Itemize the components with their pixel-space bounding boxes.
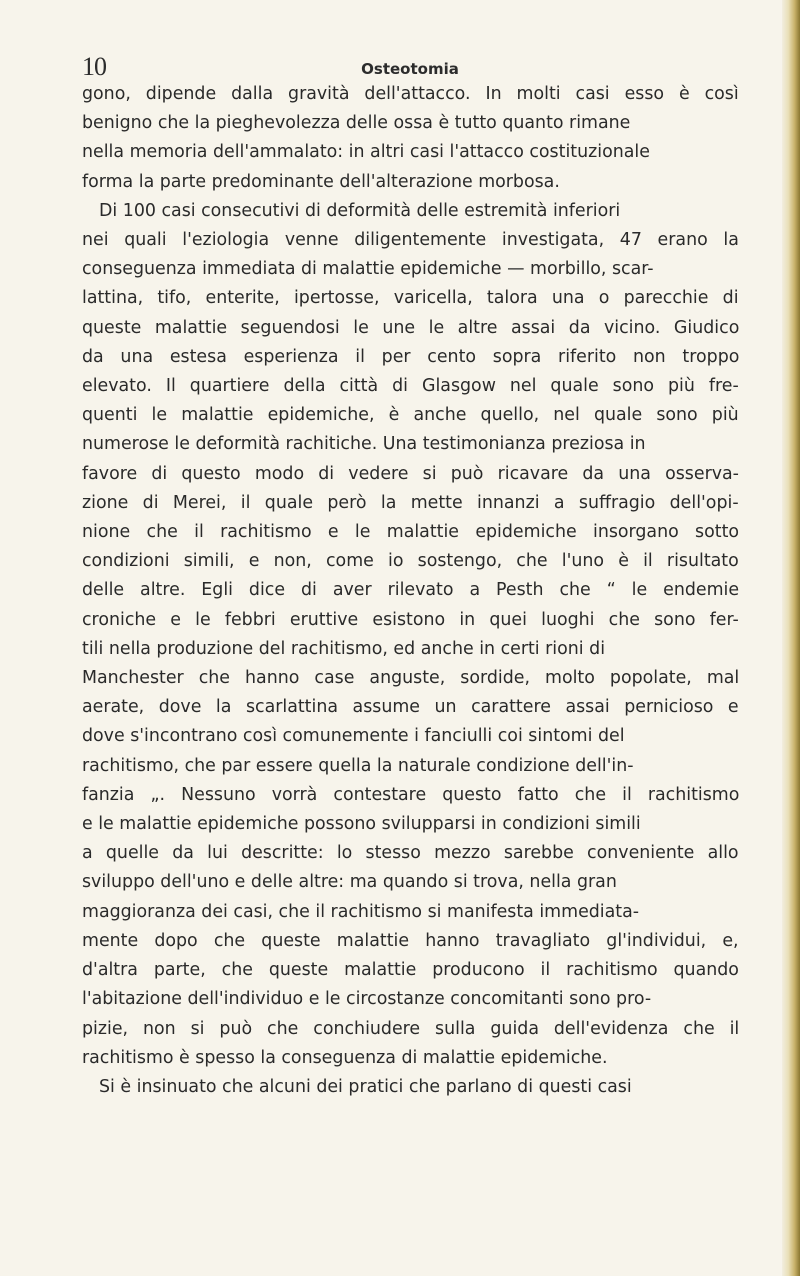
text-line: a quelle da lui descritte: lo stesso mezzo sarebbe conveniente allo [82, 843, 739, 864]
text-line: conseguenza immediata di malattie epidemiche — morbillo, scar- [82, 259, 654, 280]
text-line: nella memoria dell'ammalato: in altri casi l'attacco costituzionale [82, 142, 650, 163]
text-line: condizioni simili, e non, come io sostengo, che l'uno è il risultato [82, 551, 739, 572]
text-line: aerate, dove la scarlattina assume un carattere assai pernicioso e [82, 697, 739, 718]
text-line: tili nella produzione del rachitismo, ed anche in certi rioni di [82, 638, 606, 659]
text-line: gono, dipende dalla gravità dell'attacco. In molti casi esso è così [82, 84, 739, 104]
text-line: nei quali l'eziologia venne diligentemente investigata, 47 erano la [82, 230, 739, 251]
paragraph [82, 1073, 739, 1102]
text-line: Si è insinuato che alcuni dei pratici che parlano di questi casi [99, 1076, 632, 1097]
text-line: l'abitazione dell'individuo e le circostanze concomitanti sono pro- [82, 989, 652, 1010]
text-line: maggioranza dei casi, che il rachitismo si manifesta immediata- [82, 901, 640, 922]
text-line: nione che il rachitismo e le malattie epidemiche insorgano sotto [82, 522, 740, 543]
paragraph [82, 197, 739, 1073]
text-line: lattina, tifo, enterite, ipertosse, varicella, talora una o parecchie di [82, 288, 739, 309]
text-line: dove s'incontrano così comunemente i fanciulli coi sintomi del [82, 726, 625, 747]
running-title: Osteotomia [361, 60, 459, 78]
page-number: 10 [82, 52, 106, 81]
text-line: queste malattie seguendosi le une le altre assai da vicino. Giudico [82, 317, 740, 338]
text-line: fanzia „. Nessuno vorrà contestare questo fatto che il rachitismo [82, 784, 740, 805]
text-line: forma la parte predominante dell'alterazione morbosa. [82, 171, 560, 192]
text-line: zione di Merei, il quale però la mette innanzi a suffragio dell'opi- [82, 492, 739, 513]
text-line: numerose le deformità rachitiche. Una testimonianza preziosa in [82, 434, 646, 455]
text-line: quenti le malattie epidemiche, è anche quello, nel quale sono più [82, 405, 739, 426]
paragraph [82, 80, 739, 197]
text-line: elevato. Il quartiere della città di Glasgow nel quale sono più fre- [82, 376, 739, 397]
text-line: sviluppo dell'uno e delle altre: ma quando si trova, nella gran [82, 872, 617, 893]
text-line: rachitismo è spesso la conseguenza di malattie epidemiche. [82, 1047, 608, 1068]
text-line: favore di questo modo di vedere si può ricavare da una osserva- [82, 463, 739, 484]
text-line: e le malattie epidemiche possono svilupparsi in condizioni simili [82, 814, 641, 835]
text-line: d'altra parte, che queste malattie producono il rachitismo quando [82, 960, 739, 981]
text-line: croniche e le febbri eruttive esistono in quei luoghi che sono fer- [82, 609, 739, 630]
text-line: rachitismo, che par essere quella la naturale condizione dell'in- [82, 755, 634, 776]
text-line: Manchester che hanno case anguste, sordide, molto popolate, mal [82, 668, 740, 689]
text-line: pizie, non si può che conchiudere sulla guida dell'evidenza che il [82, 1018, 740, 1039]
text-line: mente dopo che queste malattie hanno travagliato gl'individui, e, [82, 930, 739, 951]
body-text [82, 80, 739, 1102]
text-line: delle altre. Egli dice di aver rilevato a Pesth che “ le endemie [82, 580, 740, 601]
text-line: da una estesa esperienza il per cento sopra riferito non troppo [82, 346, 740, 367]
text-line: benigno che la pieghevolezza delle ossa è tutto quanto rimane [82, 113, 631, 134]
page-edge [782, 0, 800, 1276]
text-line: Di 100 casi consecutivi di deformità delle estremità inferiori [99, 200, 621, 221]
